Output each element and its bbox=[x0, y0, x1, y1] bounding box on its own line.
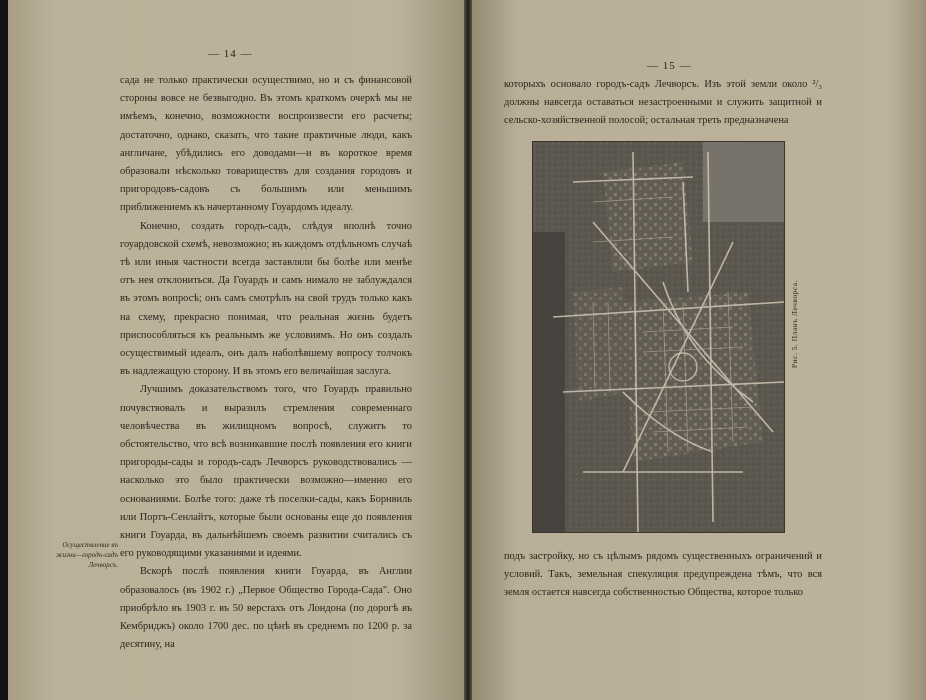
margin-note: Осуществление въ жизни—городъ-садъ Лечворсъ. bbox=[56, 541, 118, 569]
page-number: — 15 — bbox=[647, 60, 692, 72]
body-text-top bbox=[504, 76, 822, 131]
paragraph: сада не только практически осуществимо, но и съ финансовой стороны вовсе не безвыгодно. Въ этомъ краткомъ очеркѣ мы не имѣемъ, конечно, возможности воспроизвести его расчеты; достаточно, однако, сказать, что такие практичные люди, какъ англичане, убѣдились его доводами—и въ короткое время образовали нѣсколько товариществъ для создания городовъ и пригородовъ-садовъ съ большимъ или меньшимъ приближениемъ къ начертанному Гоуардомъ идеалу. bbox=[120, 75, 412, 214]
paragraph: которыхъ основало городъ-садъ Лечворсъ. Изъ этой земли около ²/₃ должны навсегда оставаться незастроенными и служить защитной и сельско-хозяйственной полосой; остальная треть предназначена bbox=[504, 79, 822, 127]
paragraph: подъ застройку, но съ цѣлымъ рядомъ существенныхъ ограничений и условий. Такъ, земельная спекуляция предупреждена тѣмъ, что вся земля остается навсегда собственностью Общества, которое только bbox=[504, 551, 822, 599]
letchworth-plan-image bbox=[532, 141, 785, 533]
paragraph: Вскорѣ послѣ появления книги Гоуарда, въ Англии образовалось (въ 1902 г.) „Первое Общество Города-Сада". Оно приобрѣло въ 1903 г. въ 50 верстахъ отъ Лондона (по дорогѣ въ Кембриджъ) около 1700 дес. по цѣнѣ въ среднемъ по 1200 р. за десятину, на bbox=[120, 566, 412, 651]
paragraph: Лучшимъ доказательствомъ того, что Гоуардъ правильно почувствовалъ и выразилъ стремления современнаго человѣчества въ жилищномъ вопросѣ, служитъ то обстоятельство, что всѣ возникавшие послѣ появления его книги пригороды-сады и городъ-садъ Лечворсъ руководствовались — насколько это было практически возможно—именно его основаниями. Болѣе того: даже тѣ поселки-сады, какъ Борнвиль или Портъ-Сенлайтъ, которые были основаны еще до появления книги Гоуарда, въ дальнѣйшемъ своемъ развитии считались съ его руководящими указаниями и идеями. bbox=[120, 384, 412, 560]
aerial-plan-illustration bbox=[533, 142, 784, 532]
paragraph: Конечно, создать городъ-садъ, слѣдуя вполнѣ точно гоуардовской схемѣ, невозможно; въ каждомъ отдѣльномъ случаѣ тѣ или иныя частности всегда заставляли бы болѣе или менѣе отъ нея отклониться. Да Гоуардъ и самъ нимало не заблуждался въ этомъ вопросѣ; онъ самъ смотрѣлъ на свой трудъ только какъ на схему, прекрасно понимая, что реальная жизнь будетъ приспособляться къ реальнымъ же условиямъ. Но онъ создалъ осуществимый идеалъ, онъ далъ наболѣвшему вопросу толчокъ въ надлежащую сторону. И въ этомъ его величайшая заслуга. bbox=[120, 220, 412, 378]
figure-caption: Рис. 5. Планъ Лечворса. bbox=[790, 280, 799, 369]
right-page bbox=[472, 0, 926, 700]
book-gutter bbox=[464, 0, 472, 700]
left-page bbox=[8, 0, 464, 700]
body-text bbox=[120, 72, 412, 655]
body-text-bottom bbox=[504, 548, 822, 603]
page-number: — 14 — bbox=[208, 48, 253, 60]
